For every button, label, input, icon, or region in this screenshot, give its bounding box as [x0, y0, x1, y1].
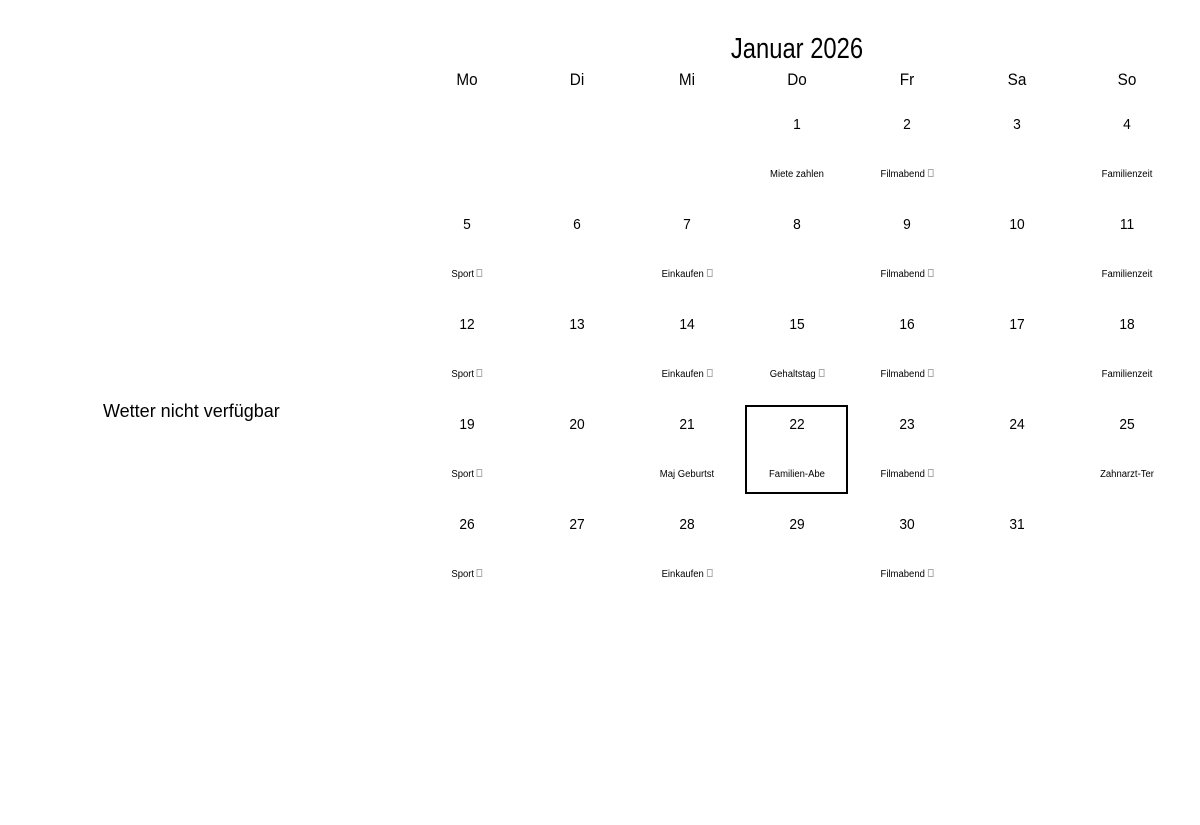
day-cell[interactable] — [412, 300, 522, 400]
event-title: Filmabend — [880, 169, 925, 180]
missing-emoji-glyph-icon — [477, 269, 483, 277]
missing-emoji-glyph-icon — [477, 569, 483, 577]
empty-day-cell — [412, 100, 522, 200]
event-label — [855, 168, 960, 182]
calendar-month-title: Januar 2026 — [730, 33, 864, 65]
day-cell[interactable] — [632, 300, 742, 400]
week-row — [412, 500, 1182, 600]
event-label — [415, 568, 520, 582]
day-cell[interactable] — [742, 400, 852, 500]
event-label — [1075, 268, 1180, 282]
missing-emoji-glyph-icon — [707, 569, 713, 577]
event-title: Sport — [451, 369, 475, 380]
missing-emoji-glyph-icon — [928, 169, 934, 177]
day-number: 15 — [789, 316, 805, 333]
day-number: 3 — [1013, 116, 1021, 133]
day-number: 8 — [793, 216, 801, 233]
event-label — [855, 368, 960, 382]
day-number: 25 — [1119, 416, 1135, 433]
missing-emoji-glyph-icon — [707, 269, 713, 277]
day-cell[interactable] — [412, 400, 522, 500]
day-number: 1 — [793, 116, 801, 133]
missing-emoji-glyph-icon — [928, 369, 934, 377]
event-title: Filmabend — [880, 569, 925, 580]
event-label — [1075, 168, 1180, 182]
missing-emoji-glyph-icon — [707, 369, 713, 377]
day-number: 5 — [463, 216, 471, 233]
missing-emoji-glyph-icon — [928, 269, 934, 277]
day-cell[interactable] — [522, 300, 632, 400]
day-cell[interactable] — [852, 100, 962, 200]
day-number: 9 — [903, 216, 911, 233]
day-number: 2 — [903, 116, 911, 133]
day-cell[interactable] — [742, 500, 852, 600]
event-title: Familienzeit — [1101, 269, 1153, 280]
event-title: Sport — [451, 469, 475, 480]
day-number: 23 — [899, 416, 915, 433]
event-title: Gehaltstag — [769, 369, 816, 380]
day-number: 21 — [679, 416, 695, 433]
empty-day-cell — [1072, 500, 1182, 600]
day-cell[interactable] — [412, 200, 522, 300]
day-number: 4 — [1123, 116, 1131, 133]
day-cell[interactable] — [632, 200, 742, 300]
missing-emoji-glyph-icon — [477, 369, 483, 377]
day-number: 17 — [1009, 316, 1025, 333]
weekday-header: Fr — [899, 70, 915, 89]
empty-day-cell — [522, 100, 632, 200]
event-label — [745, 368, 850, 382]
event-label — [635, 368, 740, 382]
day-cell[interactable] — [1072, 300, 1182, 400]
day-number: 13 — [569, 316, 585, 333]
event-label — [1075, 468, 1180, 482]
day-number: 27 — [569, 516, 585, 533]
day-number: 7 — [683, 216, 691, 233]
week-row — [412, 200, 1182, 300]
event-label — [635, 568, 740, 582]
day-cell[interactable] — [632, 400, 742, 500]
day-cell[interactable] — [1072, 100, 1182, 200]
day-cell[interactable] — [742, 100, 852, 200]
event-label — [415, 368, 520, 382]
event-label — [855, 468, 960, 482]
week-row — [412, 300, 1182, 400]
day-cell[interactable] — [1072, 200, 1182, 300]
day-cell[interactable] — [962, 400, 1072, 500]
day-cell[interactable] — [522, 400, 632, 500]
day-cell[interactable] — [412, 500, 522, 600]
day-number: 31 — [1009, 516, 1025, 533]
day-number: 29 — [789, 516, 805, 533]
event-title: Sport — [451, 569, 475, 580]
day-number: 12 — [459, 316, 475, 333]
missing-emoji-glyph-icon — [819, 369, 825, 377]
day-number: 24 — [1009, 416, 1025, 433]
missing-emoji-glyph-icon — [477, 469, 483, 477]
day-number: 20 — [569, 416, 585, 433]
event-label — [635, 468, 740, 482]
empty-day-cell — [632, 100, 742, 200]
day-cell[interactable] — [522, 200, 632, 300]
day-cell[interactable] — [962, 100, 1072, 200]
event-title: Filmabend — [880, 369, 925, 380]
event-title: Filmabend — [880, 269, 925, 280]
day-number: 28 — [679, 516, 695, 533]
event-label — [635, 268, 740, 282]
day-cell[interactable] — [742, 200, 852, 300]
day-cell[interactable] — [632, 500, 742, 600]
day-cell[interactable] — [962, 200, 1072, 300]
event-label — [415, 268, 520, 282]
day-number: 6 — [573, 216, 581, 233]
event-title: Maj Geburtst — [659, 469, 715, 480]
day-number: 26 — [459, 516, 475, 533]
event-title: Einkaufen — [661, 269, 704, 280]
event-title: Einkaufen — [661, 369, 704, 380]
day-number: 14 — [679, 316, 695, 333]
day-number: 19 — [459, 416, 475, 433]
event-title: Familienzeit — [1101, 369, 1153, 380]
event-title: Zahnarzt-Ter — [1100, 469, 1154, 480]
day-number: 10 — [1009, 216, 1025, 233]
event-label — [1075, 368, 1180, 382]
event-title: Sport — [451, 269, 475, 280]
day-number: 11 — [1119, 216, 1135, 233]
day-cell[interactable] — [852, 500, 962, 600]
missing-emoji-glyph-icon — [928, 569, 934, 577]
day-number: 22 — [789, 416, 805, 433]
event-label — [415, 468, 520, 482]
weather-unavailable-notice: Wetter nicht verfügbar — [103, 401, 280, 421]
day-cell[interactable] — [1072, 400, 1182, 500]
event-title: Filmabend — [880, 469, 925, 480]
month-calendar — [412, 0, 1182, 610]
weekday-header: Do — [787, 70, 807, 89]
event-label — [745, 468, 850, 482]
week-row — [412, 100, 1182, 200]
event-title: Familien-Abe — [769, 469, 825, 480]
weekday-header: Di — [569, 70, 585, 89]
day-cell[interactable] — [852, 400, 962, 500]
weekday-header-row — [412, 71, 1182, 89]
day-number: 18 — [1119, 316, 1135, 333]
day-cell[interactable] — [962, 500, 1072, 600]
missing-emoji-glyph-icon — [928, 469, 934, 477]
event-label — [855, 268, 960, 282]
event-title: Familienzeit — [1101, 169, 1153, 180]
weekday-header: Mi — [678, 70, 696, 89]
event-label — [745, 168, 850, 182]
calendar-grid — [412, 100, 1182, 600]
event-label — [855, 568, 960, 582]
event-title: Einkaufen — [661, 569, 704, 580]
weekday-header: Mo — [456, 70, 478, 89]
day-cell[interactable] — [962, 300, 1072, 400]
day-cell[interactable] — [522, 500, 632, 600]
day-number: 30 — [899, 516, 915, 533]
weekday-header: So — [1117, 70, 1137, 89]
day-cell[interactable] — [852, 200, 962, 300]
event-title: Miete zahlen — [770, 169, 824, 180]
week-row — [412, 400, 1182, 500]
day-cell[interactable] — [852, 300, 962, 400]
weekday-header: Sa — [1007, 70, 1027, 89]
day-number: 16 — [899, 316, 915, 333]
day-cell[interactable] — [742, 300, 852, 400]
